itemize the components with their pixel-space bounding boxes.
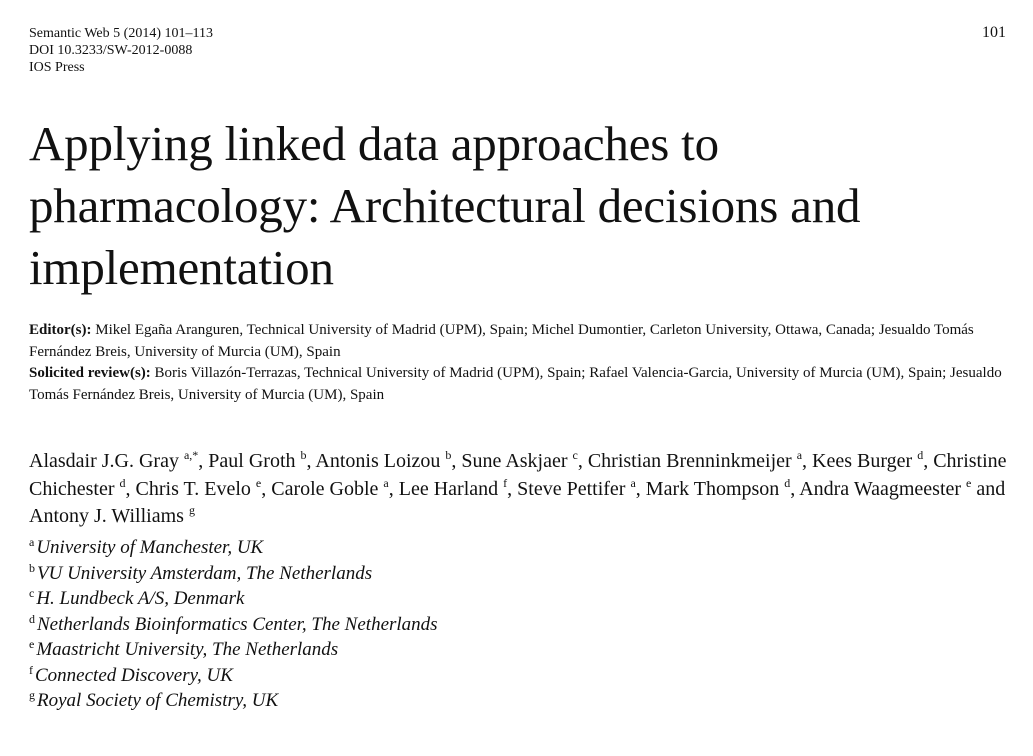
reviewers-paragraph [29, 363, 1004, 406]
affiliation-key: c [29, 586, 35, 600]
author-name: Sune Askjaer [461, 450, 568, 472]
author-affiliation-marker: a [796, 448, 803, 462]
author-name: Alasdair J.G. Gray [29, 450, 179, 472]
author-list [29, 448, 1014, 531]
author-affiliation-marker: f [503, 475, 508, 490]
author-name: Christine Chichester [29, 450, 1007, 500]
author-affiliation-marker: c [572, 448, 578, 462]
title-line-1: Applying linked data approaches to [29, 116, 719, 171]
author-affiliation-marker: g [188, 503, 195, 517]
affiliation-text: Netherlands Bioinformatics Center, The Netherlands [37, 613, 438, 635]
author-separator: , [507, 477, 518, 500]
author-name: Kees Burger [812, 450, 913, 472]
title-line-3: implementation [29, 240, 334, 295]
affiliation-key: a [29, 535, 35, 549]
reviewers-text: Boris Villazón-Terrazas, Technical University of Madrid (UPM), Spain; Rafael Valencia-Garcia, University of Murcia (UM), Spain; Jesualdo Tomás Fernández Breis, University of Murcia (UM), Spain [29, 365, 1002, 403]
author-affiliation-marker: e [966, 475, 972, 490]
affiliation-text: University of Manchester, UK [36, 537, 264, 558]
author-separator: , [198, 450, 209, 472]
affiliation-item [29, 561, 438, 587]
affiliation-text: Royal Society of Chemistry, UK [37, 690, 279, 711]
affiliation-key: g [29, 688, 35, 702]
affiliation-key: f [29, 662, 33, 677]
reviewers-label: Solicited review(s): [29, 365, 151, 381]
author-affiliation-marker: b [300, 448, 307, 462]
author-separator: , [923, 450, 934, 472]
affiliation-list [29, 535, 438, 714]
author-affiliation-marker: b [445, 448, 452, 462]
author-affiliation-marker: d [784, 475, 791, 490]
author-name: Chris T. Evelo [135, 477, 251, 500]
author-separator: , [451, 450, 462, 472]
author-name: Andra Waagmeester [799, 477, 962, 500]
author-separator: , [388, 477, 399, 500]
author-separator: , [802, 450, 813, 472]
author-separator: and [971, 477, 1010, 500]
author-separator: , [261, 477, 272, 500]
publisher: IOS Press [29, 60, 85, 75]
affiliation-key: e [29, 637, 35, 651]
affiliation-text: H. Lundbeck A/S, Denmark [36, 588, 245, 609]
affiliation-text: VU University Amsterdam, The Netherlands [37, 562, 373, 584]
affiliation-text: Maastricht University, The Netherlands [36, 639, 339, 660]
affiliation-key: d [29, 611, 35, 626]
author-name: Lee Harland [398, 477, 499, 500]
journal-header [29, 25, 213, 76]
editors-paragraph [29, 320, 1004, 363]
author-name: Antony J. Williams [29, 505, 184, 527]
author-separator: , [125, 477, 136, 500]
author-name: Paul Groth [208, 450, 296, 472]
author-affiliation-marker: a [383, 475, 389, 490]
author-affiliation-marker: d [119, 475, 126, 490]
author-name: Christian Brenninkmeijer [587, 450, 792, 472]
affiliation-item [29, 586, 438, 612]
affiliation-item [29, 612, 438, 638]
author-name: Steve Pettifer [517, 477, 626, 500]
author-separator: , [306, 450, 316, 472]
affiliation-key: b [29, 560, 35, 575]
page-number: 101 [982, 24, 1006, 41]
author-name: Mark Thompson [645, 477, 780, 500]
author-name: Carole Goble [271, 477, 379, 500]
affiliation-item [29, 535, 438, 561]
author-separator: , [635, 477, 646, 500]
author-name: Antonis Loizou [315, 450, 441, 472]
paper-title [29, 113, 1009, 299]
doi: DOI 10.3233/SW-2012-0088 [29, 43, 193, 58]
author-affiliation-marker: a [630, 475, 636, 490]
author-affiliation-marker: e [255, 475, 262, 490]
journal-citation: Semantic Web 5 (2014) 101–113 [29, 26, 213, 41]
editorial-info [29, 320, 1004, 406]
author-separator: , [790, 477, 800, 500]
affiliation-item [29, 637, 438, 663]
affiliation-item [29, 663, 438, 689]
editors-label: Editor(s): [29, 322, 92, 338]
affiliation-text: Connected Discovery, UK [35, 664, 233, 686]
title-line-2: pharmacology: Architectural decisions and [29, 178, 861, 233]
affiliation-item [29, 688, 438, 714]
author-separator: , [577, 450, 588, 472]
author-affiliation-marker: a,* [183, 448, 199, 462]
editors-text: Mikel Egaña Aranguren, Technical University of Madrid (UPM), Spain; Michel Dumontier, Carleton University, Ottawa, Canada; Jesualdo Tomás Fernández Breis, University of Murcia (UM), Spain [29, 322, 974, 360]
author-affiliation-marker: d [917, 448, 924, 462]
